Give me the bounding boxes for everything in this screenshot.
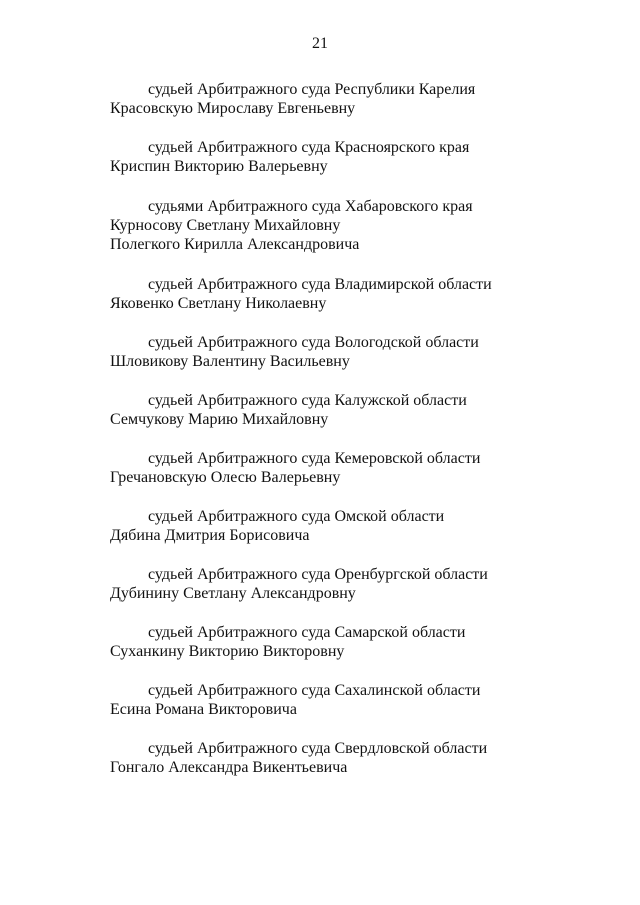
- judge-name: Криспин Викторию Валерьевну: [110, 158, 328, 175]
- judge-name: Семчукову Марию Михайловну: [110, 411, 329, 428]
- court-line: судьей Арбитражного суда Владимирской области: [148, 276, 492, 293]
- court-line: судьей Арбитражного суда Республики Карелия: [148, 81, 476, 98]
- appointment-entry: [0, 565, 640, 603]
- judge-name: Дябина Дмитрия Борисовича: [110, 527, 310, 544]
- appointment-entry: [0, 623, 640, 661]
- judge-name: Дубинину Светлану Александровну: [110, 585, 356, 602]
- judge-name: Суханкину Викторию Викторовну: [110, 643, 345, 660]
- court-line: судьей Арбитражного суда Свердловской области: [148, 740, 488, 757]
- court-line: судьей Арбитражного суда Вологодской области: [148, 334, 479, 351]
- court-line: судьей Арбитражного суда Кемеровской области: [148, 450, 481, 467]
- appointment-entry: [0, 681, 640, 719]
- appointment-entry: [0, 275, 640, 313]
- appointment-entry: [0, 333, 640, 371]
- judge-name: Яковенко Светлану Николаевну: [110, 295, 327, 312]
- page-number: 21: [312, 35, 328, 52]
- court-line: судьей Арбитражного суда Оренбургской области: [148, 566, 488, 583]
- appointment-entry: [0, 197, 640, 254]
- appointment-entry: [0, 80, 640, 118]
- court-line: судьей Арбитражного суда Красноярского края: [148, 139, 470, 156]
- court-line: судьей Арбитражного суда Самарской области: [148, 624, 466, 641]
- appointment-entry: [0, 138, 640, 176]
- judge-name: Шловикову Валентину Васильевну: [110, 353, 350, 370]
- appointment-entry: [0, 739, 640, 777]
- court-line: судьей Арбитражного суда Сахалинской области: [148, 682, 481, 699]
- court-line: судьями Арбитражного суда Хабаровского края: [148, 198, 473, 215]
- judge-name: Гонгало Александра Викентьевича: [110, 759, 348, 776]
- court-line: судьей Арбитражного суда Калужской области: [148, 392, 467, 409]
- judge-name: Гречановскую Олесю Валерьевну: [110, 469, 341, 486]
- judge-name: Курносову Светлану Михайловну: [110, 217, 341, 234]
- judge-name: Полегкого Кирилла Александровича: [110, 236, 360, 253]
- judge-name: Есина Романа Викторовича: [110, 701, 297, 718]
- appointment-entry: [0, 391, 640, 429]
- appointment-entry: [0, 507, 640, 545]
- court-line: судьей Арбитражного суда Омской области: [148, 508, 445, 525]
- appointment-entry: [0, 449, 640, 487]
- judge-name: Красовскую Мирославу Евгеньевну: [110, 100, 356, 117]
